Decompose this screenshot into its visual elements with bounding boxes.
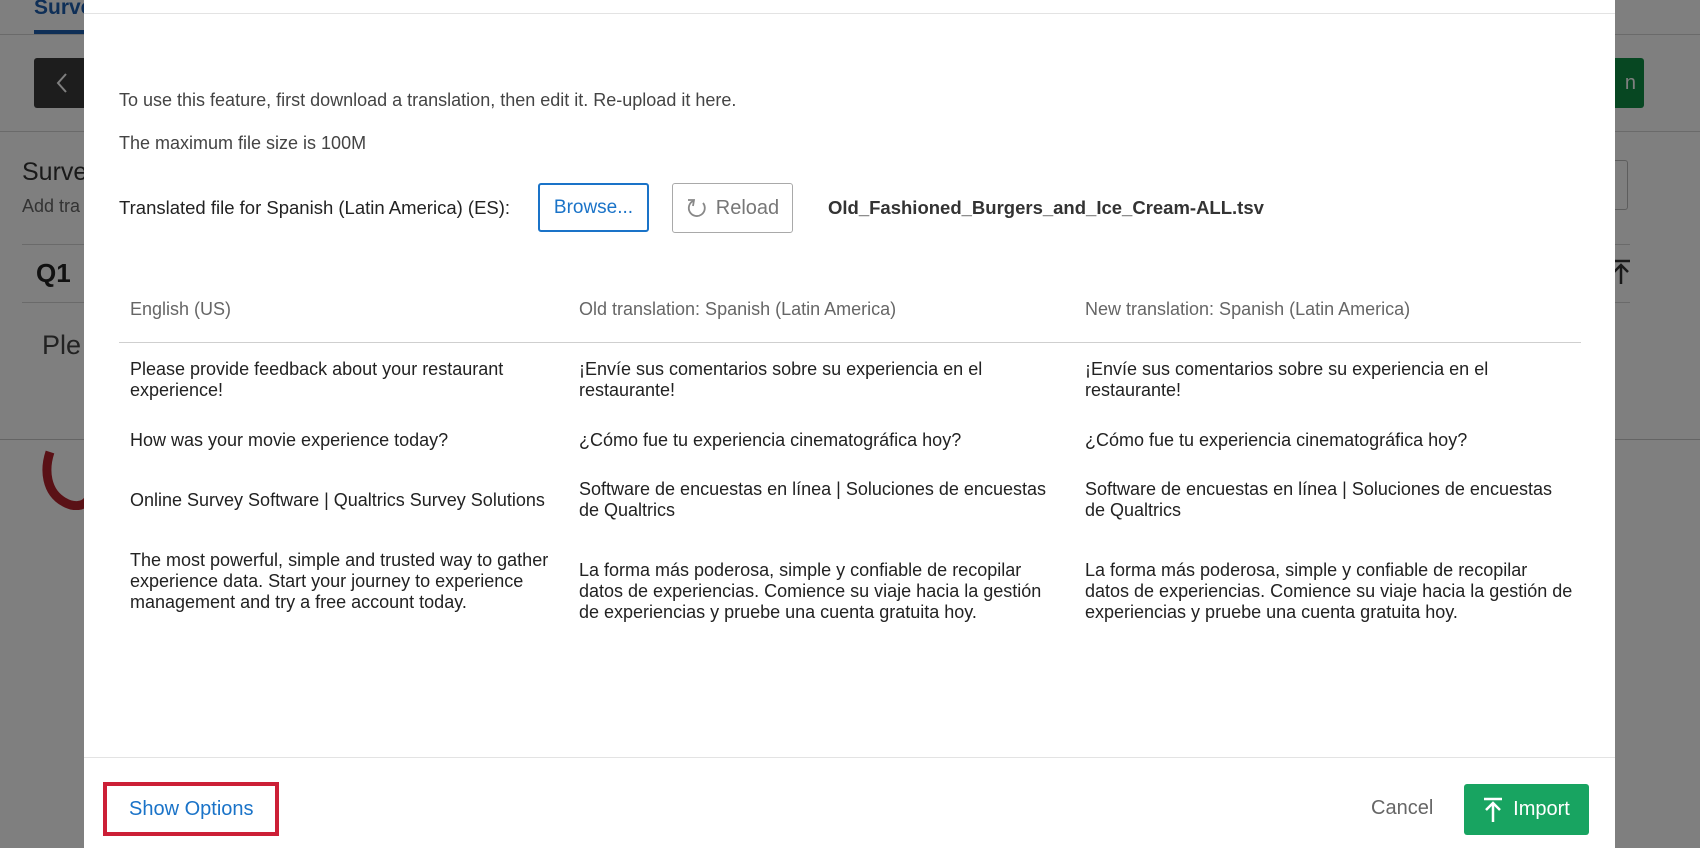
file-field-label: Translated file for Spanish (Latin America) (ES): [119,197,511,218]
max-size-text: The maximum file size is 100M [119,133,367,153]
table-cell: Online Survey Software | Qualtrics Survey Solutions [130,490,545,510]
upload-icon [1483,797,1503,823]
reload-button[interactable] [672,183,793,233]
table-cell: Please provide feedback about your restaurant experience! [130,359,504,400]
selected-filename: Old_Fashioned_Burgers_and_Ice_Cream-ALL.tsv [828,197,1264,218]
column-header-new-translation: New translation: Spanish (Latin America) [1085,299,1411,319]
footer-divider [84,757,1615,758]
column-header-english: English (US) [130,299,232,319]
table-cell: ¿Cómo fue tu experiencia cinematográfica hoy? [1085,430,1468,450]
table-cell: ¡Envíe sus comentarios sobre su experiencia en el restaurante! [1085,359,1489,400]
import-button[interactable] [1464,784,1589,835]
table-cell: La forma más poderosa, simple y confiable de recopilar datos de experiencias. Comience su viaje hacia la gestión de experiencias y pruebe una cuenta gratuita hoy. [1085,560,1573,622]
table-cell: Software de encuestas en línea | Soluciones de encuestas de Qualtrics [579,479,1046,520]
import-translations-dialog [84,0,1615,848]
table-cell: Software de encuestas en línea | Soluciones de encuestas de Qualtrics [1085,479,1552,520]
reload-label: Reload [715,196,780,219]
table-cell: How was your movie experience today? [130,430,449,450]
browse-button[interactable]: Browse... [538,183,649,232]
reload-icon [686,197,708,219]
table-cell: ¿Cómo fue tu experiencia cinematográfica hoy? [579,430,962,450]
table-cell: The most powerful, simple and trusted way to gather experience data. Start your journey to experience management and try a free account today. [130,550,549,612]
instruction-text: To use this feature, first download a translation, then edit it. Re-upload it here. [119,90,737,110]
show-options-button[interactable]: Show Options [103,782,279,836]
import-label: Import [1513,798,1570,820]
table-header-divider [119,342,1581,343]
table-cell: La forma más poderosa, simple y confiable de recopilar datos de experiencias. Comience su viaje hacia la gestión de experiencias y pruebe una cuenta gratuita hoy. [579,560,1042,622]
column-header-old-translation: Old translation: Spanish (Latin America) [579,299,897,319]
table-cell: ¡Envíe sus comentarios sobre su experiencia en el restaurante! [579,359,983,400]
cancel-button[interactable]: Cancel [1371,797,1434,819]
divider [84,13,1615,14]
